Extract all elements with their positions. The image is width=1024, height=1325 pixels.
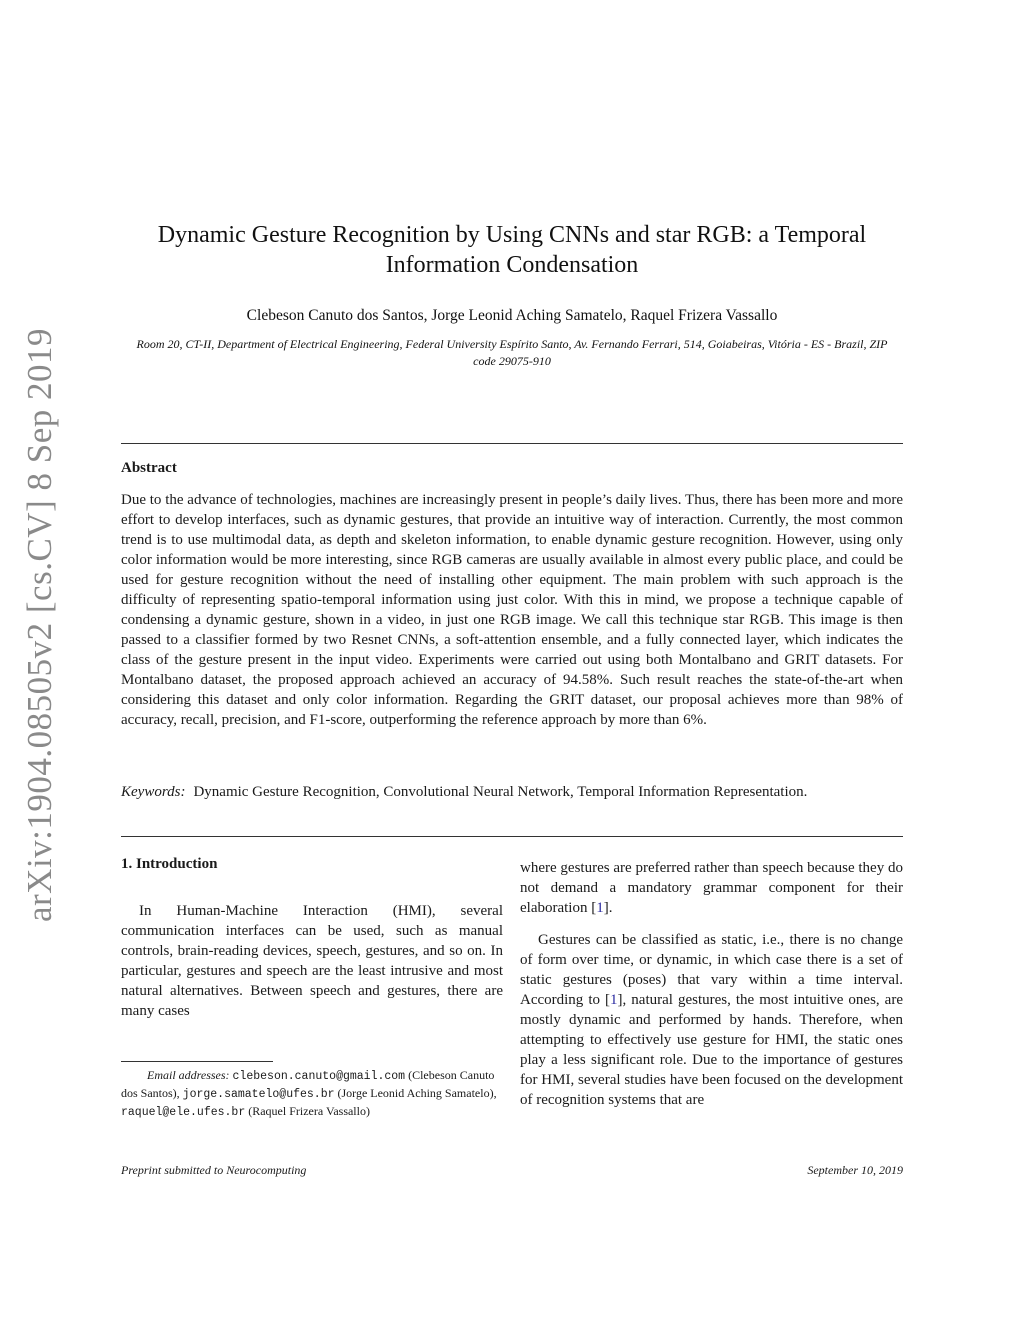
- arxiv-identifier-stamp[interactable]: arXiv:1904.08505v2 [cs.CV] 8 Sep 2019: [20, 327, 59, 923]
- email-link-2[interactable]: jorge.samatelo@ufes.br: [182, 1088, 335, 1101]
- left-column: [121, 856, 503, 1021]
- citation-link-1[interactable]: 1: [596, 900, 604, 916]
- email-footnote: Email addresses: clebeson.canuto@gmail.com (Clebeson Canuto dos Santos), jorge.samatelo@ufes.br (Jorge Leonid Aching Samatelo), raquel@ele.ufes.br (Raquel Frizera Vassallo): [121, 1068, 497, 1119]
- keywords-text: Dynamic Gesture Recognition, Convolutional Neural Network, Temporal Information Representation.: [193, 784, 808, 800]
- abstract-top-rule: [121, 443, 903, 444]
- author-list: Clebeson Canuto dos Santos, Jorge Leonid Aching Samatelo, Raquel Frizera Vassallo: [246, 307, 778, 324]
- footnote-rule: [121, 1061, 273, 1062]
- footer-journal: Preprint submitted to Neurocomputing: [121, 1163, 307, 1177]
- citation-link-1b[interactable]: 1: [610, 992, 618, 1008]
- author-affiliation: Room 20, CT-II, Department of Electrical Engineering, Federal University Espírito Santo, Av. Fernando Ferrari, 514, Goiabeiras, Vitória - ES - Brazil, ZIP code 29075-910: [136, 337, 888, 368]
- footnote-label: Email addresses:: [147, 1068, 230, 1082]
- keywords: [121, 782, 903, 802]
- intro-paragraph-1-continued: where gestures are preferred rather than speech because they do not demand a mandatory grammar component for their elaboration [1].: [520, 860, 903, 916]
- intro-paragraph-2: Gestures can be classified as static, i.e., there is no change of form over time, or dynamic, in which case there is a set of static gestures (poses) that vary within a time interval. According to [1], natural gestures, the most intuitive ones, are mostly dynamic and performed by hands. Therefore, when attempting to effectively use gesture for HMI, the static ones play a less significant role. Due to the importance of gestures for HMI, several studies have been focused on the development of recognition systems that are: [520, 932, 903, 1108]
- paper-title: Dynamic Gesture Recognition by Using CNNs and star RGB: a Temporal Information Condensation: [157, 222, 867, 278]
- footer-date: September 10, 2019: [807, 1163, 903, 1177]
- email-link-3[interactable]: raquel@ele.ufes.br: [121, 1106, 246, 1119]
- abstract-text: Due to the advance of technologies, machines are increasingly present in people’s daily lives. Thus, there has been more and more effort to develop interfaces, such as dynamic gestures, that provide an intuitive way of interaction. Currently, the most common trend is to use multimodal data, as depth and skeleton information, to enable dynamic gesture recognition. However, using only color information would be more interesting, since RGB cameras are usually available in almost every public place, and could be used for gesture recognition without the need of installing other equipment. The main problem with such approach is the difficulty of representing spatio-temporal information using just color. With this in mind, we propose a technique capable of condensing a dynamic gesture, shown in a video, in just one RGB image. We call this technique star RGB. This image is then passed to a classifier formed by two Resnet CNNs, a soft-attention ensemble, and a fully connected layer, which indicates the class of the gesture present in the input video. Experiments were carried out using both Montalbano and GRIT datasets. For Montalbano dataset, the proposed approach achieved an accuracy of 94.58%. Such result reaches the state-of-the-art when considering this dataset and only color information. Regarding the GRIT dataset, our proposal achieves more than 98% of accuracy, recall, precision, and F1-score, outperforming the reference approach by more than 6%.: [121, 492, 903, 728]
- section-heading-introduction: 1. Introduction: [121, 856, 218, 872]
- keywords-label: Keywords:: [121, 784, 186, 800]
- abstract-bottom-rule: [121, 836, 903, 837]
- email-link-1[interactable]: clebeson.canuto@gmail.com: [232, 1070, 406, 1083]
- abstract-heading: Abstract: [121, 460, 177, 476]
- intro-paragraph-1: In Human-Machine Interaction (HMI), several communication interfaces can be used, such as manual controls, brain-reading devices, speech, gestures, and so on. In particular, gestures and speech are the least intrusive and most natural alternatives. Between speech and gestures, there are many cases: [121, 903, 503, 1019]
- right-column: [520, 858, 903, 1110]
